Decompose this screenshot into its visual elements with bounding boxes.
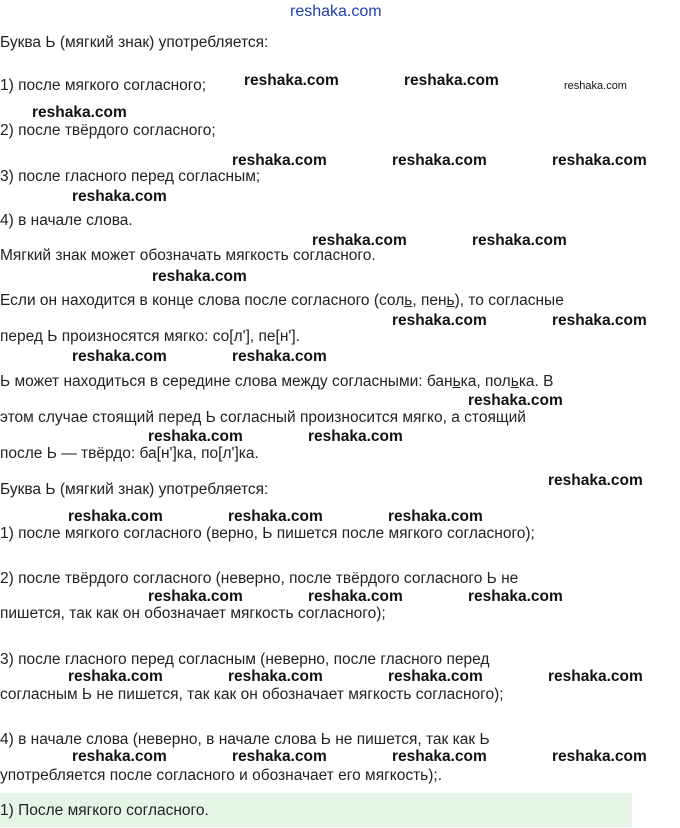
watermark: reshaka.com [552,312,647,329]
text-line: перед Ь произносятся мягко: со[л'], пе[н']. [0,328,300,345]
text-line: 4) в начале слова. [0,212,133,229]
text-segment: ка, пол [460,373,511,390]
soft-sign-underlined: ь [510,373,519,390]
text-line: Мягкий знак может обозначать мягкость согласного. [0,247,376,264]
watermark: reshaka.com [392,152,487,169]
watermark: reshaka.com [232,748,327,765]
text-line: 3) после гласного перед согласным; [0,168,261,185]
watermark: reshaka.com [228,668,323,685]
text-line: 4) в начале слова (неверно, в начале слова Ь не пишется, так как Ь [0,731,490,748]
watermark: reshaka.com [548,668,643,685]
text-line: пишется, так как он обозначает мягкость согласного); [0,605,386,622]
watermark: reshaka.com [564,80,627,92]
text-line: 1) после мягкого согласного (верно, Ь пишется после мягкого согласного); [0,525,535,542]
text-line: 3) после гласного перед согласным (неверно, после гласного перед [0,651,490,668]
text-line: после Ь — твёрдо: ба[н']ка, по[л']ка. [0,445,259,462]
text-line: 2) после твёрдого согласного (неверно, после твёрдого согласного Ь не [0,570,519,587]
watermark: reshaka.com [68,508,163,525]
watermark: reshaka.com [308,428,403,445]
watermark: reshaka.com [388,668,483,685]
watermark: reshaka.com [148,588,243,605]
text-line: 2) после твёрдого согласного; [0,122,216,139]
text-line: Буква Ь (мягкий знак) употребляется: [0,481,269,498]
text-line: этом случае стоящий перед Ь согласный произносится мягко, а стоящий [0,409,526,426]
text-segment: , пен [412,292,447,309]
watermark: reshaka.com [148,428,243,445]
watermark: reshaka.com [152,268,247,285]
watermark: reshaka.com [72,348,167,365]
watermark: reshaka.com [404,72,499,89]
watermark: reshaka.com [552,152,647,169]
answer-text: 1) После мягкого согласного. [0,802,209,819]
watermark: reshaka.com [468,588,563,605]
soft-sign-underlined: ь [446,292,455,309]
watermark: reshaka.com [312,232,407,249]
text-segment: ), то согласные [454,292,564,309]
watermark: reshaka.com [244,72,339,89]
soft-sign-underlined: ь [404,292,413,309]
site-title[interactable]: reshaka.com [290,3,382,20]
text-line [0,291,564,311]
watermark: reshaka.com [388,508,483,525]
text-line: 1) после мягкого согласного; [0,77,207,94]
watermark: reshaka.com [232,348,327,365]
watermark: reshaka.com [548,472,643,489]
text-segment: Ь может находиться в середине слова между согласными: бан [0,373,453,390]
watermark: reshaka.com [392,312,487,329]
watermark: reshaka.com [392,748,487,765]
watermark: reshaka.com [552,748,647,765]
answer-box [0,793,632,827]
watermark: reshaka.com [228,508,323,525]
text-line: согласным Ь не пишется, так как он обозначает мягкость согласного); [0,686,504,703]
watermark: reshaka.com [468,392,563,409]
text-line: Буква Ь (мягкий знак) употребляется: [0,34,269,51]
watermark: reshaka.com [308,588,403,605]
text-line [0,372,554,392]
watermark: reshaka.com [232,152,327,169]
text-segment: ка. В [518,373,554,390]
watermark: reshaka.com [68,668,163,685]
text-segment: Если он находится в конце слова после согласного (сол [0,292,405,309]
watermark: reshaka.com [472,232,567,249]
text-line: употребляется после согласного и обозначает его мягкость);. [0,767,443,784]
soft-sign-underlined: ь [452,373,461,390]
watermark: reshaka.com [72,748,167,765]
watermark: reshaka.com [32,104,127,121]
watermark: reshaka.com [72,188,167,205]
